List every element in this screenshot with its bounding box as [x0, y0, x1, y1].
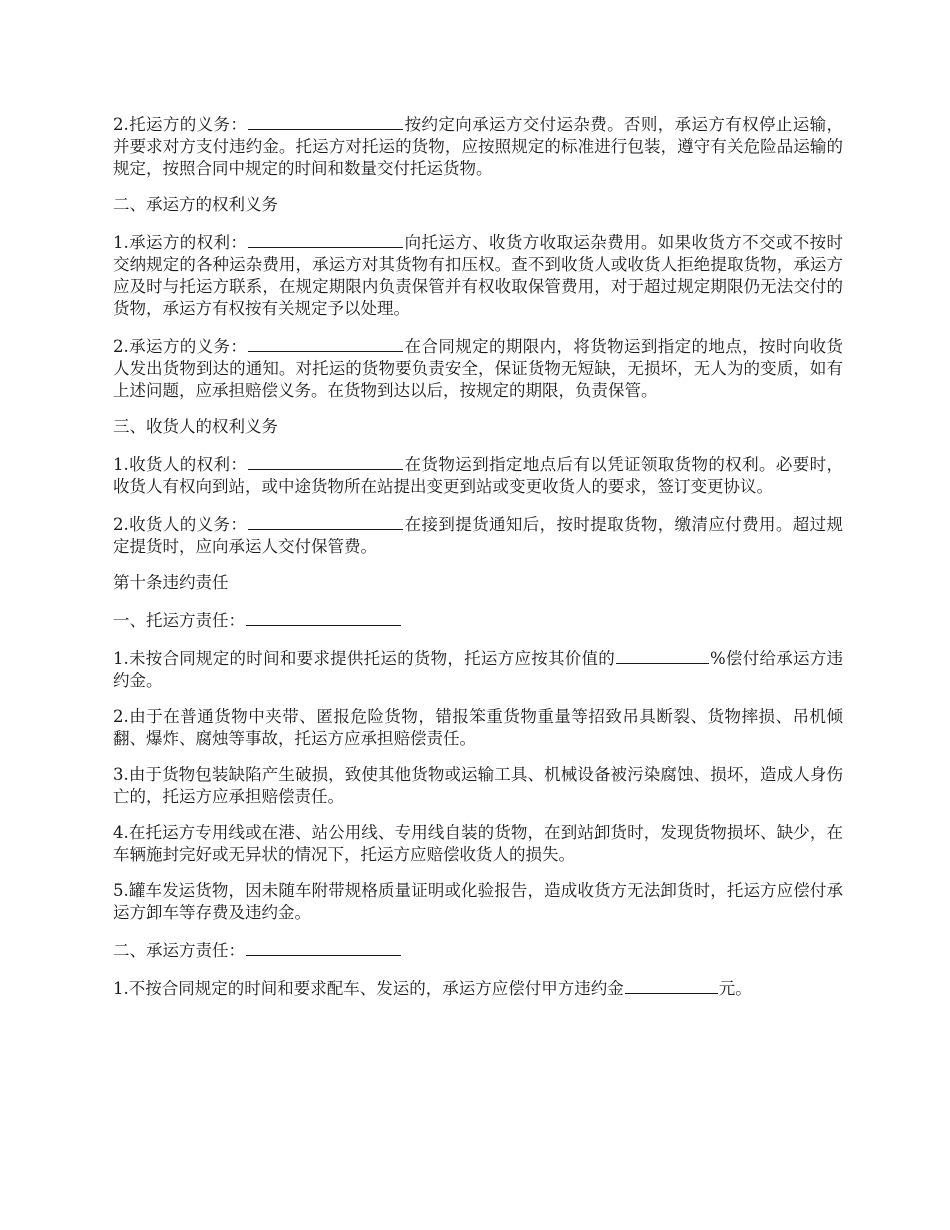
paragraph-carrier-obligations: [113, 334, 843, 402]
paragraph-liability-item-2: [113, 706, 843, 750]
paragraph-consignee-obligations: [113, 512, 843, 558]
section-heading-consignee: [113, 416, 843, 438]
fill-in-blank[interactable]: [248, 334, 403, 352]
paragraph-text: 1.不按合同规定的时间和要求配车、发运的，承运方应偿付甲方违约金: [113, 979, 624, 998]
fill-in-blank[interactable]: [625, 976, 718, 994]
paragraph-text: 2.收货人的义务：: [113, 515, 248, 534]
paragraph-liability-item-1: [113, 646, 843, 692]
paragraph-shipper-obligations: [113, 112, 843, 180]
document-page: [113, 112, 843, 1014]
paragraph-text: 4.在托运方专用线或在港、站公用线、专用线自装的货物，在到站卸货时，发现货物损坏、缺少，在车辆施封完好或无异状的情况下，托运方应赔偿收货人的损失。: [113, 823, 843, 864]
paragraph-text: 2.托运方的义务：: [113, 115, 248, 134]
heading-text: 三、收货人的权利义务: [113, 417, 278, 436]
paragraph-text: 3.由于货物包装缺陷产生破损，致使其他货物或运输工具、机械设备被污染腐蚀、损坏，造成人身伤亡的，托运方应承担赔偿责任。: [113, 765, 843, 806]
paragraph-text: %偿付给承运方违约金。: [113, 649, 843, 690]
paragraph-text: 一、托运方责任：: [113, 611, 245, 630]
paragraph-text: 5.罐车发运货物，因未随车附带规格质量证明或化验报告，造成收货方无法卸货时，托运方应偿付承运方卸车等存费及违约金。: [113, 881, 843, 922]
paragraph-carrier-liability: [113, 938, 843, 962]
paragraph-text: 1.未按合同规定的时间和要求提供托运的货物，托运方应按其价值的: [113, 649, 615, 668]
fill-in-blank[interactable]: [248, 230, 403, 248]
heading-text: 第十条违约责任: [113, 573, 229, 592]
paragraph-text: 2.由于在普通货物中夹带、匿报危险货物，错报笨重货物重量等招致吊具断裂、货物摔损、吊机倾翻、爆炸、腐烛等事故，托运方应承担赔偿责任。: [113, 707, 843, 748]
paragraph-liability-item-4: [113, 822, 843, 866]
paragraph-carrier-liability-item-1: [113, 976, 843, 1000]
paragraph-text: 按约定向承运方交付运杂费。否则，承运方有权停止运输，并要求对方支付违约金。托运方对托运的货物，应按照规定的标准进行包装，遵守有关危险品运输的规定，按照合同中规定的时间和数量交付托运货物。: [113, 115, 843, 178]
fill-in-blank[interactable]: [248, 112, 403, 130]
section-heading-carrier: [113, 194, 843, 216]
paragraph-liability-item-5: [113, 880, 843, 924]
paragraph-liability-item-3: [113, 764, 843, 808]
fill-in-blank[interactable]: [248, 512, 403, 530]
fill-in-blank[interactable]: [246, 938, 401, 956]
fill-in-blank[interactable]: [246, 608, 401, 626]
fill-in-blank[interactable]: [616, 646, 709, 664]
paragraph-text: 在接到提货通知后，按时提取货物，缴清应付费用。超过规定提货时，应向承运人交付保管费。: [113, 515, 843, 556]
paragraph-carrier-rights: [113, 230, 843, 320]
article-heading-liability: [113, 572, 843, 594]
paragraph-text: 在货物运到指定地点后有以凭证领取货物的权利。必要时，收货人有权向到站，或中途货物所在站提出变更到站或变更收货人的要求，签订变更协议。: [113, 455, 843, 496]
paragraph-text: 在合同规定的期限内，将货物运到指定的地点，按时向收货人发出货物到达的通知。对托运的货物要负责安全，保证货物无短缺，无损坏，无人为的变质，如有上述问题，应承担赔偿义务。在货物到达以后，按规定的期限，负责保管。: [113, 337, 843, 400]
fill-in-blank[interactable]: [248, 452, 403, 470]
paragraph-consignee-rights: [113, 452, 843, 498]
paragraph-text: 2.承运方的义务：: [113, 337, 248, 356]
paragraph-text: 元。: [718, 979, 752, 998]
paragraph-text: 向托运方、收货方收取运杂费用。如果收货方不交或不按时交纳规定的各种运杂费用，承运方对其货物有扣压权。查不到收货人或收货人拒绝提取货物，承运方应及时与托运方联系，在规定期限内负责保管并有权收取保管费用，对于超过规定期限仍无法交付的货物，承运方有权按有关规定予以处理。: [113, 233, 843, 318]
paragraph-shipper-liability: [113, 608, 843, 632]
heading-text: 二、承运方的权利义务: [113, 195, 278, 214]
paragraph-text: 二、承运方责任：: [113, 941, 245, 960]
paragraph-text: 1.承运方的权利：: [113, 233, 248, 252]
paragraph-text: 1.收货人的权利：: [113, 455, 248, 474]
